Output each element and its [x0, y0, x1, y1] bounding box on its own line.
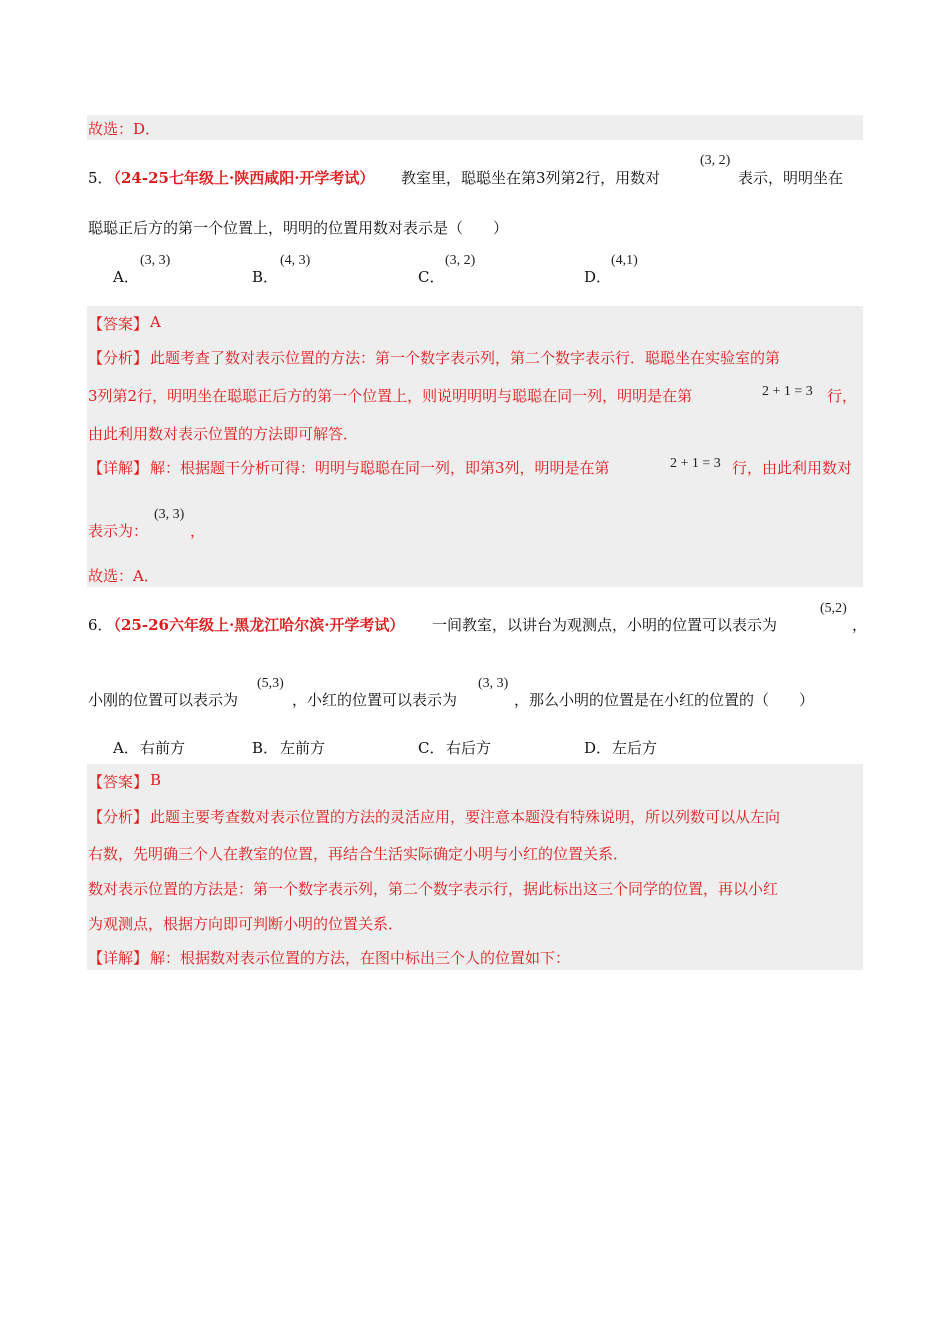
detail-line-2-end: ， [190, 522, 206, 540]
analysis-line-2-end: 行， [827, 387, 858, 405]
analysis-line-2: 3列第2行，明明坐在聪聪正后方的第一个位置上，则说明明明与聪聪在同一列，明明是在第 [88, 387, 693, 405]
detail-pair: (3, 3) [154, 507, 185, 522]
analysis-line-1: 此题主要考查数对表示位置的方法的灵活应用，要注意本题没有特殊说明，所以列数可以从左向 [150, 808, 781, 826]
option-label: C． [418, 268, 445, 286]
analysis-tag: 【分析】 [88, 349, 149, 367]
option-label: D． [584, 268, 612, 286]
question-6-stem-comma: ， [852, 616, 868, 634]
question-5-source: （24-25七年级上·陕西咸阳·开学考试） [106, 169, 375, 187]
detail-line-1: 解：根据数对表示位置的方法，在图中标出三个人的位置如下： [150, 949, 571, 967]
detail-tag: 【详解】 [88, 459, 149, 477]
question-6-number: 6． [88, 616, 113, 634]
conclusion: 故选：A． [88, 567, 159, 585]
question-5-stem-pair: (3, 2) [700, 153, 731, 168]
analysis-line-1: 此题考查了数对表示位置的方法：第一个数字表示列，第二个数字表示行．聪聪坐在实验室的第 [150, 349, 781, 367]
prev-conclusion: 故选：D． [88, 120, 161, 138]
analysis-line-4: 为观测点，根据方向即可判断小明的位置关系． [88, 915, 404, 933]
analysis-line-3: 数对表示位置的方法是：第一个数字表示列，第二个数字表示行，据此标出这三个同学的位置，再以小红 [88, 880, 779, 898]
analysis-tag: 【分析】 [88, 808, 149, 826]
question-5-stem-part2: 表示，明明坐在 [738, 169, 844, 187]
option-label: A． [113, 268, 139, 286]
analysis-equation: 2 + 1 = 3 [762, 384, 813, 399]
option-label: A． [113, 739, 139, 757]
question-6-stem-line2-part3: ，那么小明的位置是在小红的位置的（ ） [514, 691, 815, 709]
question-6-source: （25-26六年级上·黑龙江哈尔滨·开学考试） [106, 616, 405, 634]
question-5-stem-part1: 教室里，聪聪坐在第3列第2行，用数对 [401, 169, 661, 187]
answer-tag: 【答案】 [88, 315, 149, 333]
question-6-stem-line2-part1: 小刚的位置可以表示为 [88, 691, 239, 709]
option-label: D． [584, 739, 612, 757]
detail-line-1-end: 行，由此利用数对 [732, 459, 853, 477]
detail-line-2: 表示为： [88, 522, 149, 540]
analysis-line-2: 右数，先明确三个人在教室的位置，再结合生活实际确定小明与小红的位置关系． [88, 845, 629, 863]
option-value: (4, 3) [280, 253, 311, 268]
question-6-stem-pair-3: (3, 3) [478, 676, 509, 691]
option-value: 右前方 [140, 739, 186, 757]
question-6-stem-line2-part2: ，小红的位置可以表示为 [292, 691, 458, 709]
question-5-stem-line2: 聪聪正后方的第一个位置上，明明的位置用数对表示是（ ） [88, 219, 509, 237]
detail-line-1: 解：根据题干分析可得：明明与聪聪在同一列，即第3列，明明是在第 [150, 459, 610, 477]
question-6-solution-block [87, 764, 863, 970]
option-label: B． [252, 268, 279, 286]
option-value: (3, 3) [140, 253, 171, 268]
answer-value: A [150, 313, 161, 331]
option-value: (4,1) [611, 253, 638, 268]
answer-value: B [150, 771, 162, 789]
option-label: C． [418, 739, 445, 757]
question-5-number: 5． [88, 169, 113, 187]
answer-tag: 【答案】 [88, 773, 149, 791]
option-label: B． [252, 739, 279, 757]
question-6-stem-pair-1: (5,2) [820, 601, 847, 616]
option-value: (3, 2) [445, 253, 476, 268]
detail-equation: 2 + 1 = 3 [670, 456, 721, 471]
option-value: 左前方 [280, 739, 326, 757]
option-value: 右后方 [446, 739, 492, 757]
question-6-stem-part1: 一间教室，以讲台为观测点，小明的位置可以表示为 [432, 616, 778, 634]
option-value: 左后方 [612, 739, 658, 757]
detail-tag: 【详解】 [88, 949, 149, 967]
analysis-line-3: 由此利用数对表示位置的方法即可解答． [88, 425, 359, 443]
question-6-stem-pair-2: (5,3) [257, 676, 284, 691]
prev-answer-block [87, 115, 863, 140]
